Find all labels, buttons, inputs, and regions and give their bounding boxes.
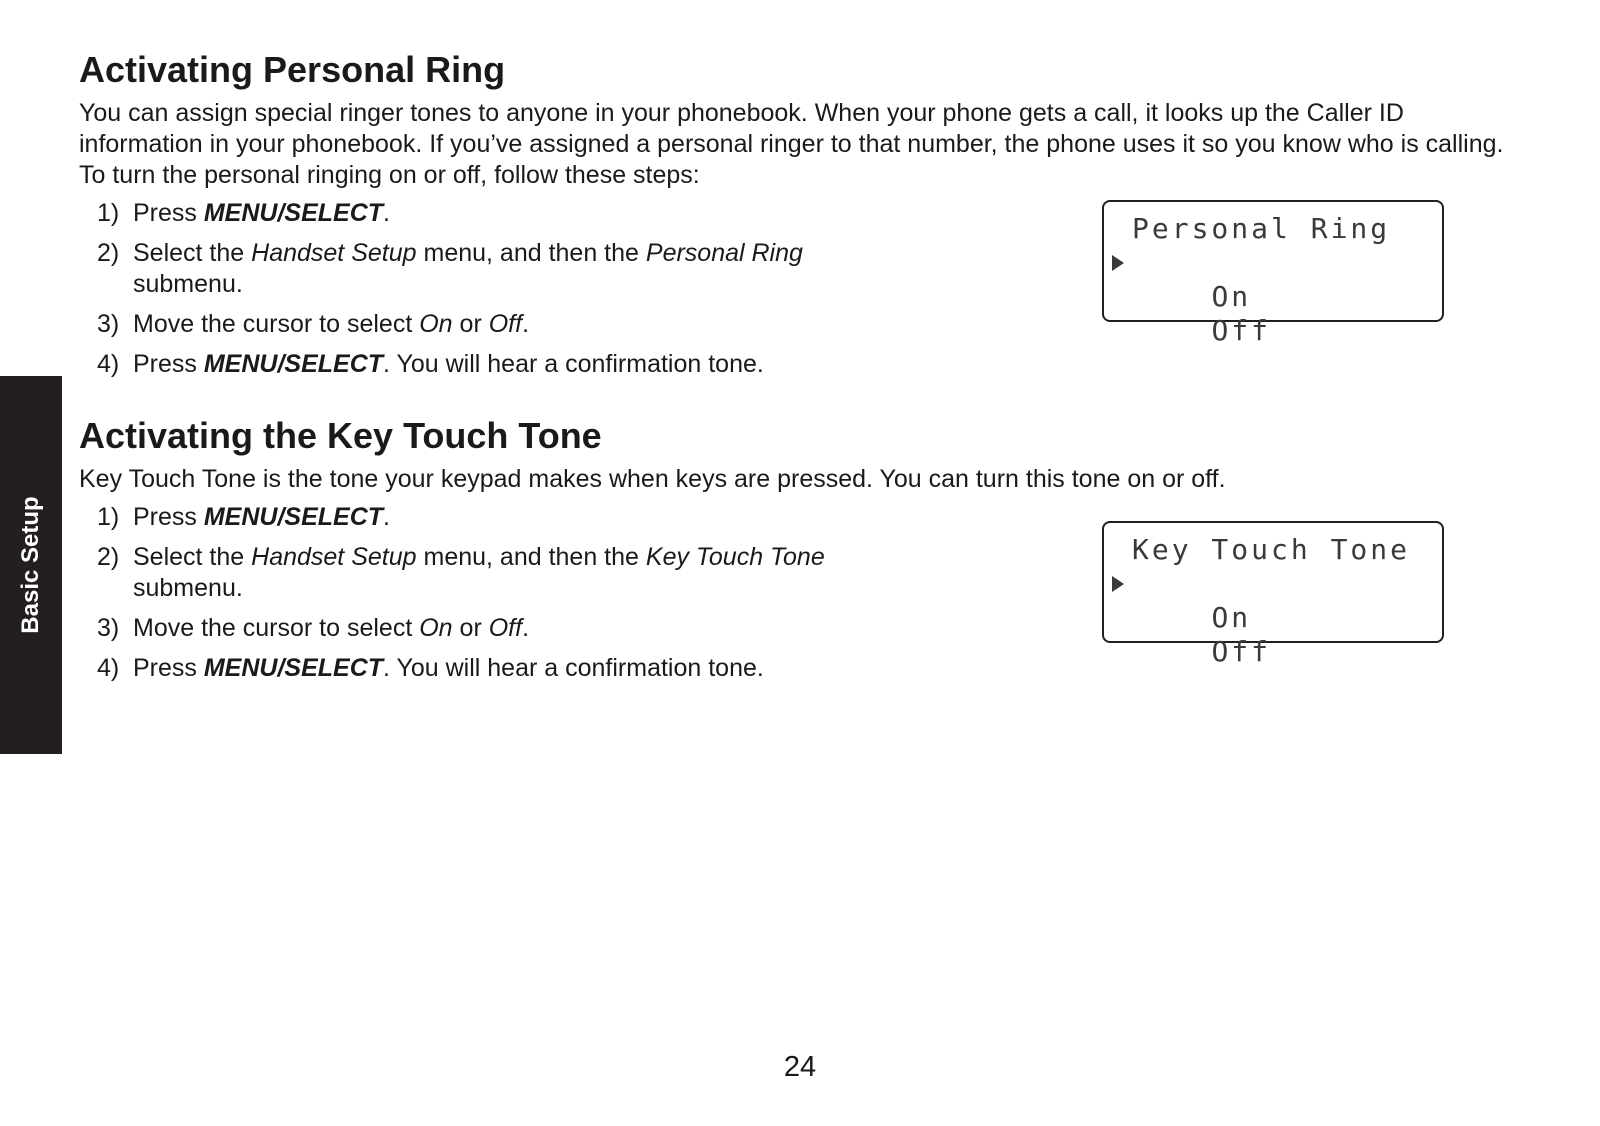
step-text: . <box>522 310 530 338</box>
option-off: Off <box>488 310 523 338</box>
section-title: Activating Personal Ring <box>79 49 506 90</box>
submenu-name: Personal Ring <box>645 239 803 267</box>
step-number: 2) <box>97 543 120 571</box>
side-tab <box>0 376 62 754</box>
section-intro: Key Touch Tone is the tone your keypad makes when keys are pressed. You can turn this tone on or off. <box>79 465 1226 493</box>
lcd-option-label: Off <box>1211 314 1272 347</box>
step-text: Move the cursor to select <box>133 310 420 338</box>
option-on: On <box>419 310 453 338</box>
step-text: . You will hear a confirmation tone. <box>383 350 764 378</box>
step-number: 1) <box>97 199 120 227</box>
step-text: . <box>383 199 390 227</box>
step-text: Select the <box>133 543 252 571</box>
step-text: Press <box>133 199 204 227</box>
lcd-option-off <box>1104 280 1442 347</box>
menu-select-key: MENU/SELECT <box>203 654 384 682</box>
lcd-option-label: On <box>1211 280 1252 313</box>
lcd-option-on <box>1104 567 1442 634</box>
cursor-arrow-icon <box>1112 255 1124 271</box>
submenu-name: Key Touch Tone <box>645 543 825 571</box>
step-text: menu, and then the <box>416 543 646 571</box>
step-text: or <box>452 614 489 642</box>
step-item <box>79 502 919 533</box>
step-number: 1) <box>97 503 120 531</box>
section-intro: You can assign special ringer tones to anyone in your phonebook. When your phone gets a call, it looks up the Caller ID information in your phonebook. If you’ve assigned a personal ringer to that number, the phone uses it so you know who is calling. To turn the personal ringing on or off, follow these steps: <box>79 99 1504 189</box>
step-item <box>79 238 919 300</box>
step-text: . <box>383 503 390 531</box>
step-list <box>79 198 919 380</box>
lcd-display-key-touch-tone <box>1102 521 1444 668</box>
step-text: Press <box>133 350 204 378</box>
lcd-title: Personal Ring <box>1132 212 1391 245</box>
step-item <box>79 349 919 380</box>
step-list <box>79 502 919 684</box>
lcd-option-label: On <box>1211 601 1252 634</box>
option-off: Off <box>488 614 523 642</box>
lcd-option-label: Off <box>1211 635 1272 668</box>
side-tab-label: Basic Setup <box>17 496 44 634</box>
step-text: . You will hear a confirmation tone. <box>383 654 764 682</box>
step-text: or <box>452 310 489 338</box>
menu-select-key: MENU/SELECT <box>203 503 384 531</box>
step-item <box>79 613 919 644</box>
step-number: 3) <box>97 310 120 338</box>
menu-select-key: MENU/SELECT <box>203 199 384 227</box>
step-item <box>79 542 919 604</box>
cursor-arrow-icon <box>1112 576 1124 592</box>
menu-name: Handset Setup <box>251 543 417 571</box>
option-on: On <box>419 614 453 642</box>
step-number: 2) <box>97 239 120 267</box>
lcd-option-off <box>1104 601 1442 668</box>
step-item <box>79 198 919 229</box>
step-number: 4) <box>97 350 120 378</box>
step-text: Select the <box>133 239 252 267</box>
step-text: menu, and then the <box>416 239 646 267</box>
step-text: Press <box>133 503 204 531</box>
lcd-option-on <box>1104 246 1442 313</box>
step-number: 3) <box>97 614 120 642</box>
lcd-title: Key Touch Tone <box>1132 533 1411 566</box>
step-item <box>79 653 919 684</box>
step-item <box>79 309 919 340</box>
step-text: submenu. <box>133 270 243 298</box>
step-text: Press <box>133 654 204 682</box>
menu-name: Handset Setup <box>251 239 417 267</box>
step-text: . <box>522 614 530 642</box>
step-number: 4) <box>97 654 120 682</box>
step-text: Move the cursor to select <box>133 614 420 642</box>
menu-select-key: MENU/SELECT <box>203 350 384 378</box>
step-text: submenu. <box>133 574 243 602</box>
lcd-display-personal-ring <box>1102 200 1444 347</box>
section-title: Activating the Key Touch Tone <box>79 415 602 456</box>
page-number: 24 <box>783 1051 817 1083</box>
